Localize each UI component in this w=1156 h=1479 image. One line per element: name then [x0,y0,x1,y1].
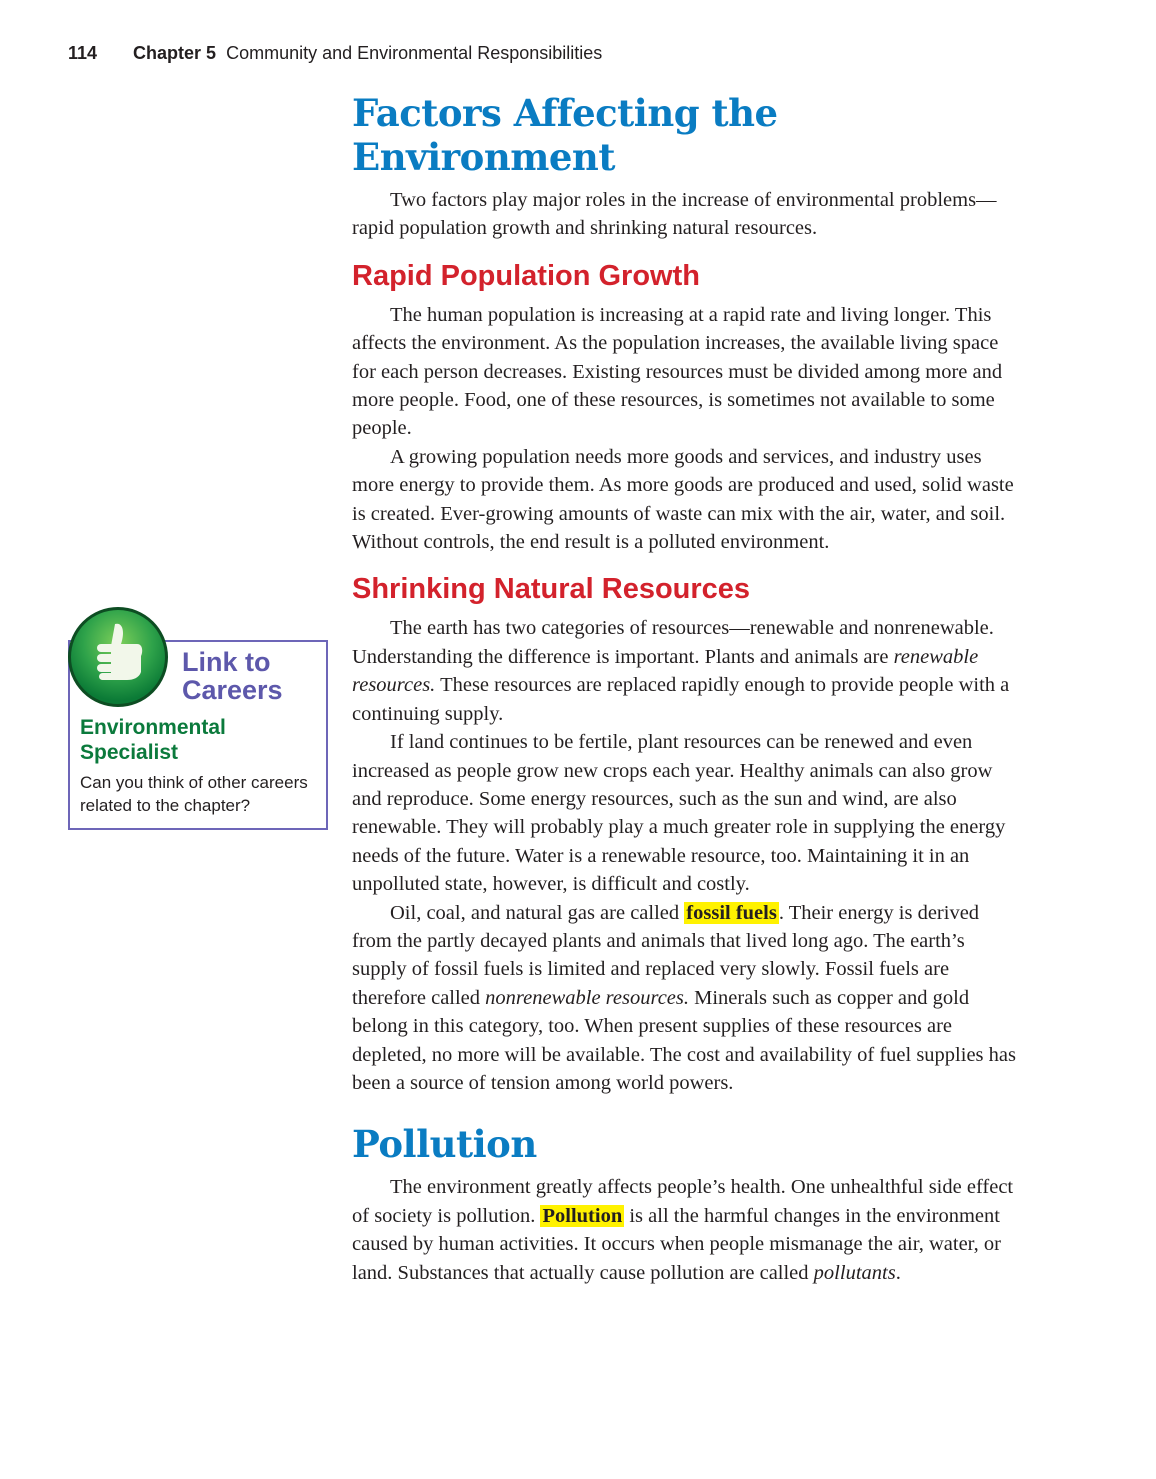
chapter-label: Chapter 5 [133,43,217,63]
paragraph [352,614,1020,728]
text: . [895,1261,901,1284]
paragraph [352,899,1020,1098]
text: . Their energy is derived from the partly decayed plants and animals that lived long ago. The earth’s supply of fossil fuels is limited and replaced very slowly. Fossil fuels are therefore called [352,901,980,1009]
italic-term: renewable resources. [352,645,979,697]
italic-term: pollutants [813,1261,896,1284]
pollution-paragraph [352,1173,1020,1287]
rapid-growth-body [352,301,1020,557]
paragraph: If land continues to be fertile, plant resources can be renewed and even increased as people grow new crops each year. Healthy animals can also grow and reproduce. Some energy resources, such as the sun and wind, are also renewable. They will probably play a much greater role in supplying the energy needs of the future. Water is a renewable resource, too. Maintaining it in an unpolluted state, however, is difficult and costly. [352,731,1006,896]
title-line: Link to [182,647,271,677]
paragraph: A growing population needs more goods and services, and industry uses more energy to provide them. As more goods are produced and used, solid waste is created. Ever-growing amounts of waste can mix with the air, water, and soil. Without controls, the end result is a polluted environment. [352,445,1014,554]
link-to-careers-title [182,648,283,704]
paragraph: The human population is increasing at a rapid rate and living longer. This affects the environment. As the population increases, the available living space for each person decreases. Existing resources must be divided among more and more people. Food, one of these resources, is sometimes not available to some people. [352,303,1003,440]
career-question: Can you think of other careers related to the chapter? [80,773,308,815]
section-title-pollution: Pollution [352,1122,537,1167]
heading-rapid-population-growth: Rapid Population Growth [352,259,700,292]
text: The environment greatly affects people’s health. One unhealthful side effect of society is pollution. [352,1176,1014,1227]
italic-term: nonrenewable resources. [485,986,689,1009]
career-line: Environmental [80,716,226,739]
text: is all the harmful changes in the environment caused by human activities. It occurs when people mismanage the air, water, or land. Substances that actually cause pollution are called [352,1204,1002,1284]
career-line: Specialist [80,741,179,764]
text: These resources are replaced rapidly enough to provide people with a continuing supply. [352,674,1010,725]
heading-shrinking-natural-resources: Shrinking Natural Resources [352,573,751,606]
text: Oil, coal, and natural gas are called [390,901,685,924]
main-column [352,91,1020,1287]
title-line: Careers [182,675,283,705]
thumbs-up-icon [68,607,168,707]
key-term-fossil-fuels: fossil fuels [686,901,777,924]
career-name [80,715,226,765]
shrinking-body [352,614,1020,1097]
intro-paragraph: Two factors play major roles in the increase of environmental problems—rapid population growth and shrinking natural resources. [352,189,997,240]
chapter-title: Community and Environmental Responsibilities [226,43,603,63]
text: The earth has two categories of resources—renewable and nonrenewable. Understanding the difference is important. Plants and animals are [352,617,994,668]
section-title-factors: Factors Affecting the Environment [352,91,778,179]
page-number: 114 [68,43,98,63]
key-term-pollution: Pollution [542,1204,623,1227]
running-header [68,41,602,65]
text: Minerals such as copper and gold belong in this category, too. When present supplies of these resources are depleted, no more will be available. The cost and availability of fuel supplies has been a source of tension among world powers. [352,986,1016,1094]
